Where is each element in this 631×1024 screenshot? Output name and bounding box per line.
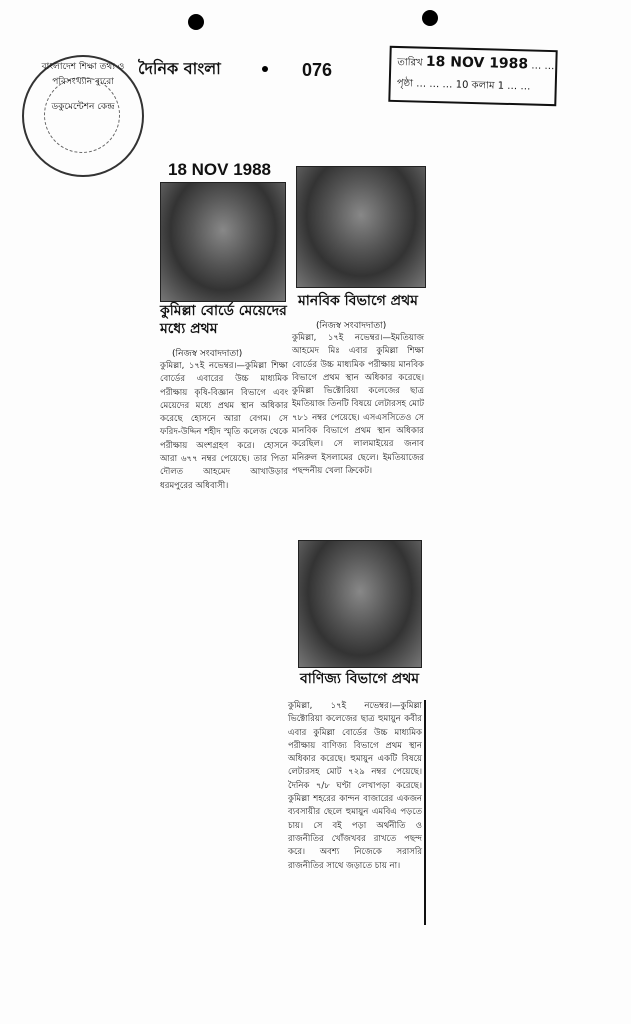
article-1-body: কুমিল্লা, ১৭ই নভেম্বর।—কুমিল্লা শিক্ষা বোর্ডের এবারের উচ্চ মাধ্যমিক পরীক্ষায় কৃষি-বিজ্ঞান বিভাগে এবং মেয়েদের মধ্যে প্রথম স্থান অধিকার করেছে হোসনে আরা বেগম। সে ফরিদ-উদ্দিন শহীদ স্মৃতি কলেজ থেকে পরীক্ষায় অংশগ্রহণ করে। হোসনে আরা ৬৭৭ নম্বর পেয়েছে। তার পিতা দৌলত আহমেদ আখাউড়ার ধরমপুরের অধিবাসী। (160, 361, 288, 491)
article-2-body: কুমিল্লা, ১৭ই নভেম্বর।—ইমতিয়াজ আহমেদ মিঃ এবার কুমিল্লা শিক্ষা বোর্ডের উচ্চ মাধ্যমিক পরীক্ষায় মানবিক বিভাগে প্রথম স্থান অধিকার করেছে। কুমিল্লা ভিক্টোরিয়া কলেজের ছাত্র ইমতিয়াজ তিনটি বিষয়ে লেটারসহ মোট ৭৮১ নম্বর পেয়েছে। এসএসসিতেও সে মানবিক বিভাগে প্রথম স্থান অধিকার করেছিল। সে লালমাইয়ের জনাব মনিরুল ইসলামের ছেলে। ইমতিয়াজের পছন্দনীয় খেলা ক্রিকেট। (292, 333, 424, 476)
stamp-date-value: 18 NOV 1988 (425, 53, 529, 73)
punch-hole (188, 14, 204, 30)
stamp-page-label: পৃষ্ঠা (396, 78, 414, 90)
photo-humanities-topper (296, 166, 426, 288)
stamp-column-label: কলাম (471, 79, 495, 92)
stamp-page-row: পৃষ্ঠা … … … 10 কলাম 1 … … (396, 78, 531, 93)
newspaper-name: দৈনিক বাংলা (138, 59, 221, 78)
article-1-byline: (নিজস্ব সংবাদদাতা) (172, 349, 243, 359)
documentation-seal (22, 55, 144, 177)
seal-center-text: ডকুমেন্টেশন কেন্দ্র (51, 102, 115, 112)
bullet-dot (262, 66, 268, 72)
clip-date (168, 160, 271, 180)
stamp-column-value: 1 (497, 80, 505, 92)
article-3-body: কুমিল্লা, ১৭ই নভেম্বর।—কুমিল্লা ভিক্টোরিয়া কলেজের ছাত্র হুমায়ুন কবীর এবার কুমিল্লা বোর্ডের উচ্চ মাধ্যমিক পরীক্ষায় বাণিজ্য বিভাগে প্রথম স্থান অধিকার করেছে। হুমায়ুন একটি বিষয়ে লেটারসহ মোট ৭২৯ নম্বর পেয়েছে। দৈনিক ৭/৮ ঘণ্টা লেখাপড়া করেছে। কুমিল্লা শহরের কান্দন বাজারের একজন ব্যবসায়ীর ছেলে হুমায়ুন এমবিএ পড়তে চায়। সে বই পড়া অর্থনীতি ও রাজনীতির খোঁজখবর রাখতে পছন্দ করে। অবশ্য নিজেকে সরাসরি রাজনীতির সাথে জড়াতে চায় না। (288, 701, 422, 871)
photo-commerce-topper (298, 540, 422, 668)
date-stamp (388, 46, 557, 106)
punch-hole (422, 10, 438, 26)
column-rule (424, 700, 426, 925)
stamp-page-value: 10 (455, 79, 469, 91)
photo-female-student (160, 182, 286, 302)
article-1-headline: কুমিল্লা বোর্ডে মেয়েদের মধ্যে প্রথম (160, 303, 287, 337)
clip-date-text: 18 NOV 1988 (168, 160, 272, 179)
seal-ring-text: বাংলাদেশ শিক্ষা তথ্য ও পরিসংখ্যান ব্যুরো (41, 62, 125, 87)
article-2-byline: (নিজস্ব সংবাদদাতা) (316, 321, 387, 331)
stamp-date-label: তারিখ (397, 57, 423, 69)
stamp-date-row: তারিখ 18 NOV 1988 … … (397, 53, 555, 73)
article-3-headline: বাণিজ্য বিভাগে প্রথম (300, 671, 420, 687)
article-2-headline: মানবিক বিভাগে প্রথম (298, 293, 418, 309)
clip-number: 076 (302, 60, 333, 80)
